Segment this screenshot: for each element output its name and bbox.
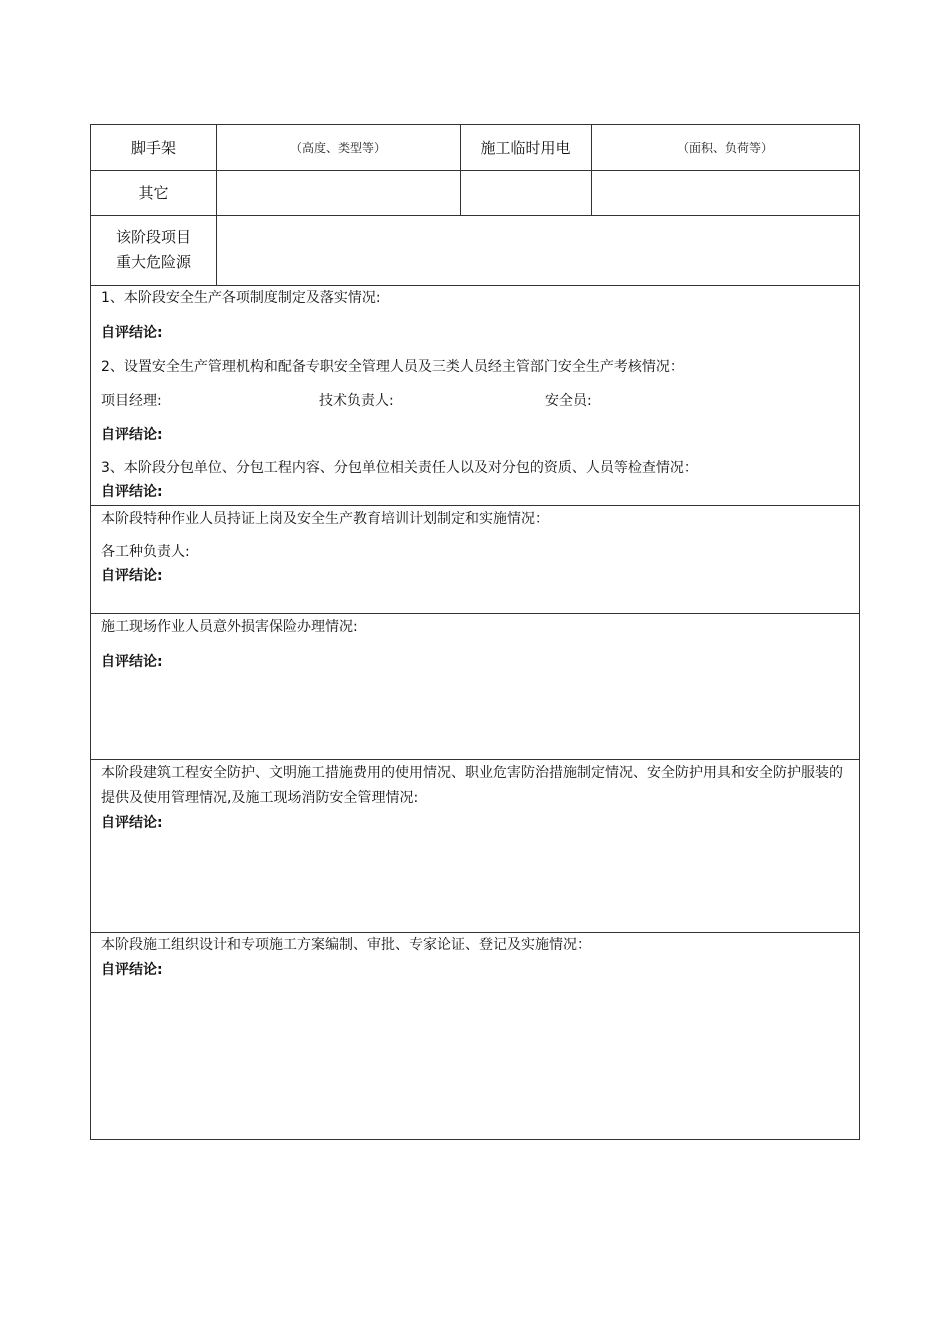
safety-officer-label: 安全员: bbox=[545, 393, 592, 409]
major-hazard-field[interactable] bbox=[216, 215, 859, 285]
other-label: 其它 bbox=[138, 184, 169, 202]
section1-item1: 1、本阶段安全生产各项制度制定及落实情况: bbox=[101, 290, 381, 306]
section1-conclusion1: 自评结论: bbox=[101, 325, 163, 341]
tech-lead-label: 技术负责人: bbox=[319, 393, 394, 409]
major-hazard-label-line2: 重大危险源 bbox=[115, 253, 191, 271]
section2-leaders: 各工种负责人: bbox=[101, 544, 190, 560]
temp-power-field[interactable]: （面积、负荷等） bbox=[676, 141, 773, 155]
other-field-3[interactable] bbox=[591, 170, 859, 215]
section5-conclusion: 自评结论: bbox=[101, 962, 163, 978]
row-divider bbox=[91, 505, 859, 506]
section1-conclusion2: 自评结论: bbox=[101, 427, 163, 443]
safety-evaluation-form bbox=[90, 124, 860, 1140]
row-divider bbox=[91, 285, 859, 286]
other-field-2[interactable] bbox=[460, 170, 591, 215]
major-hazard-label-line1: 该阶段项目 bbox=[115, 228, 191, 246]
other-field-1[interactable] bbox=[216, 170, 460, 215]
temp-power-label: 施工临时用电 bbox=[480, 139, 571, 157]
scaffold-label: 脚手架 bbox=[130, 139, 176, 157]
section4-title: 本阶段建筑工程安全防护、文明施工措施费用的使用情况、职业危害防治措施制定情况、安全防护用具和安全防护服装的提供及使用管理情况,及施工现场消防安全管理情况: bbox=[101, 765, 843, 806]
section1-item3: 3、本阶段分包单位、分包工程内容、分包单位相关责任人以及对分包的资质、人员等检查情况： bbox=[101, 460, 698, 476]
row-divider bbox=[91, 759, 859, 760]
scaffold-field[interactable]: （高度、类型等） bbox=[289, 141, 386, 155]
section5-title: 本阶段施工组织设计和专项施工方案编制、审批、专家论证、登记及实施情况： bbox=[101, 937, 591, 953]
project-manager-label: 项目经理: bbox=[101, 393, 162, 409]
section2-conclusion: 自评结论: bbox=[101, 568, 163, 584]
section4-conclusion: 自评结论: bbox=[101, 815, 163, 831]
major-hazard-label bbox=[91, 215, 216, 285]
section3-conclusion: 自评结论: bbox=[101, 654, 163, 670]
section3-title: 施工现场作业人员意外损害保险办理情况: bbox=[101, 619, 358, 635]
row-divider bbox=[91, 613, 859, 614]
row-divider bbox=[91, 932, 859, 933]
section2-title: 本阶段特种作业人员持证上岗及安全生产教育培训计划制定和实施情况： bbox=[101, 511, 549, 527]
section1-conclusion3: 自评结论: bbox=[101, 484, 163, 500]
section1-item2: 2、设置安全生产管理机构和配备专职安全管理人员及三类人员经主管部门安全生产考核情况： bbox=[101, 359, 684, 375]
